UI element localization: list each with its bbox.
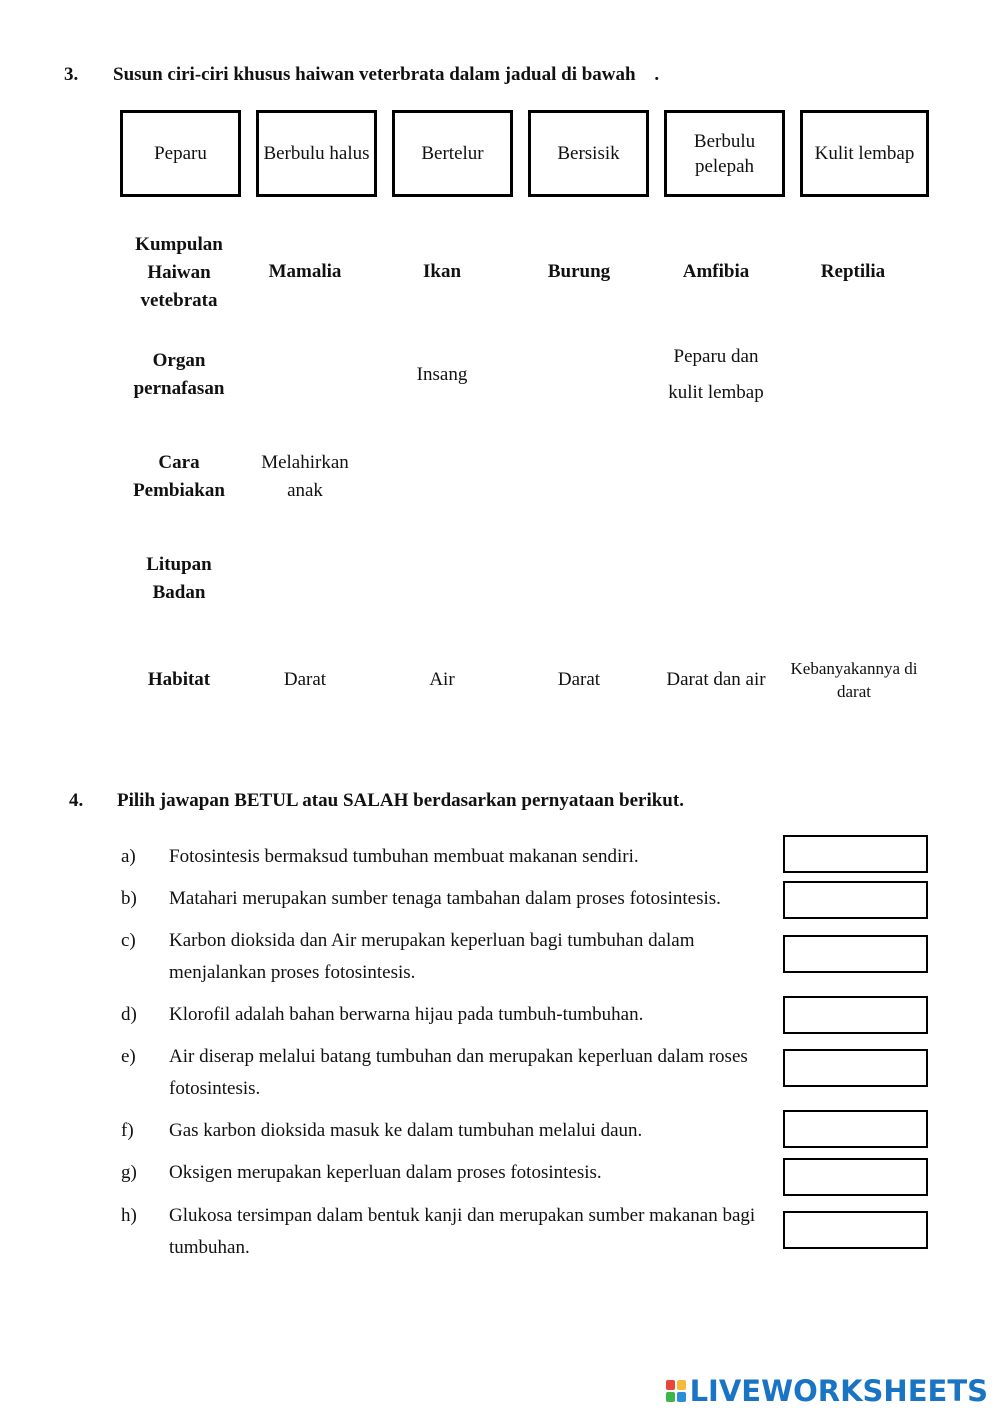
cell-habitat-reptilia: Kebanyakannya di darat xyxy=(790,659,918,701)
statement-e-letter: e) xyxy=(121,1046,136,1067)
answer-box-e[interactable] xyxy=(783,1049,928,1087)
answer-box-g[interactable] xyxy=(783,1158,928,1196)
statement-d-letter: d) xyxy=(121,1004,137,1025)
drag-option-berbulu-pelepah[interactable]: Berbulu pelepah xyxy=(664,110,785,197)
drag-option-berbulu-halus[interactable]: Berbulu halus xyxy=(256,110,377,197)
answer-box-d[interactable] xyxy=(783,996,928,1034)
question-3-instruction-text: Susun ciri-ciri khusus haiwan veterbrata dalam jadual di bawah xyxy=(113,64,636,85)
statement-g-text: Oksigen merupakan keperluan dalam proses fotosintesis. xyxy=(169,1162,602,1183)
liveworksheets-logo-text: LIVEWORKSHEETS xyxy=(689,1374,988,1408)
row-label-respiration: Organ pernafasan xyxy=(133,350,225,399)
answer-box-a[interactable] xyxy=(783,835,928,873)
drag-option-bertelur[interactable]: Bertelur xyxy=(392,110,513,197)
statement-f-letter: f) xyxy=(121,1120,134,1141)
cell-respiration-amfibia-line2: kulit lembap xyxy=(668,382,764,403)
cell-respiration-amfibia-line1: Peparu dan xyxy=(673,346,759,367)
liveworksheets-logo-icon xyxy=(666,1380,686,1402)
column-header-amfibia: Amfibia xyxy=(682,261,750,282)
column-header-mamalia: Mamalia xyxy=(268,261,342,282)
drag-option-peparu[interactable]: Peparu xyxy=(120,110,241,197)
answer-box-f[interactable] xyxy=(783,1110,928,1148)
drag-option-bersisik[interactable]: Bersisik xyxy=(528,110,649,197)
question-3-trailing-dot: . xyxy=(654,64,660,85)
row-label-reproduction: Cara Pembiakan xyxy=(133,452,225,501)
question-3-number: 3. xyxy=(64,64,79,85)
statement-c-text: Karbon dioksida dan Air merupakan keperluan bagi tumbuhan dalam menjalankan proses fotosintesis. xyxy=(169,930,695,983)
statement-f-text: Gas karbon dioksida masuk ke dalam tumbuhan melalui daun. xyxy=(169,1120,643,1141)
answer-box-h[interactable] xyxy=(783,1211,928,1249)
question-4-instruction: Pilih jawapan BETUL atau SALAH berdasarkan pernyataan berikut. xyxy=(117,790,684,811)
question-4-number: 4. xyxy=(69,790,84,811)
statement-a-text: Fotosintesis bermaksud tumbuhan membuat makanan sendiri. xyxy=(169,846,639,867)
statement-e-text: Air diserap melalui batang tumbuhan dan merupakan keperluan dalam roses fotosintesis. xyxy=(169,1046,748,1099)
statement-c-letter: c) xyxy=(121,930,136,951)
cell-habitat-amfibia: Darat dan air xyxy=(666,669,766,690)
column-header-burung: Burung xyxy=(547,261,611,282)
statement-h-letter: h) xyxy=(121,1205,137,1226)
cell-respiration-ikan: Insang xyxy=(416,364,468,385)
row-label-covering: Litupan Badan xyxy=(146,554,212,603)
cell-habitat-ikan: Air xyxy=(429,669,455,690)
statement-d-text: Klorofil adalah bahan berwarna hijau pada tumbuh-tumbuhan. xyxy=(169,1004,644,1025)
statement-h-text: Glukosa tersimpan dalam bentuk kanji dan merupakan sumber makanan bagi tumbuhan. xyxy=(169,1205,756,1258)
answer-box-c[interactable] xyxy=(783,935,928,973)
cell-habitat-burung: Darat xyxy=(557,669,601,690)
column-header-reptilia: Reptilia xyxy=(820,261,886,282)
statement-b-letter: b) xyxy=(121,888,137,909)
question-3-instruction xyxy=(113,64,659,86)
statement-a-letter: a) xyxy=(121,846,136,867)
group-header: Kumpulan Haiwan vetebrata xyxy=(135,234,223,311)
row-label-habitat: Habitat xyxy=(147,669,211,690)
cell-reproduction-mamalia: Melahirkan anak xyxy=(261,452,349,501)
answer-box-b[interactable] xyxy=(783,881,928,919)
cell-habitat-mamalia: Darat xyxy=(283,669,327,690)
drag-option-kulit-lembap[interactable]: Kulit lembap xyxy=(800,110,929,197)
statement-g-letter: g) xyxy=(121,1162,137,1183)
column-header-ikan: Ikan xyxy=(422,261,462,282)
statement-b-text: Matahari merupakan sumber tenaga tambahan dalam proses fotosintesis. xyxy=(169,888,721,909)
liveworksheets-logo[interactable] xyxy=(666,1374,988,1408)
